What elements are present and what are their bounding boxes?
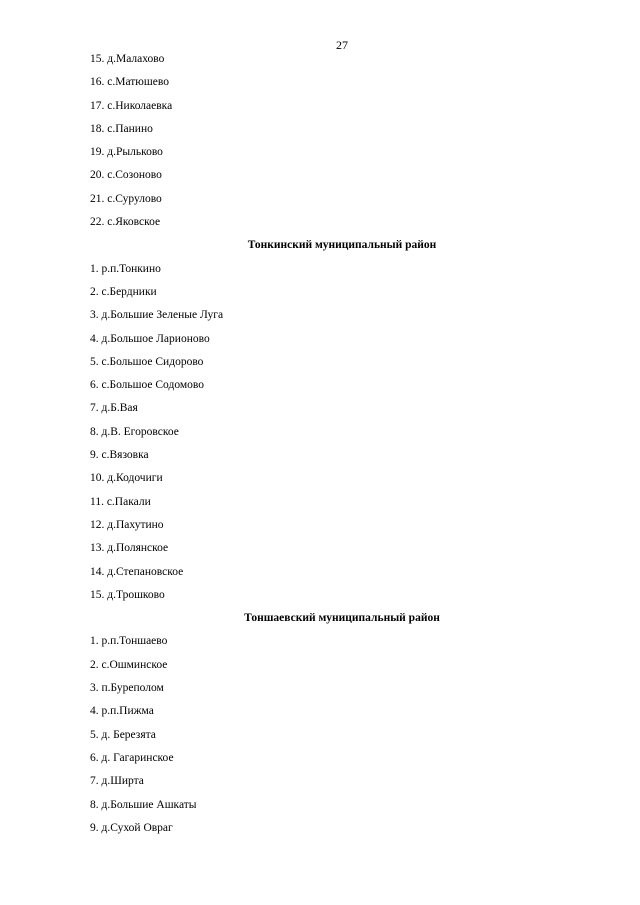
list-item: 10. д.Кодочиги — [90, 472, 163, 485]
list-item: 20. с.Созоново — [90, 169, 162, 182]
list-item: 6. д. Гагаринское — [90, 751, 174, 764]
list-item: 8. д.Большие Ашкаты — [90, 798, 197, 811]
list-item: 4. д.Большое Ларионово — [90, 332, 210, 345]
list-item: 5. д. Березята — [90, 728, 156, 741]
list-item: 9. с.Вязовка — [90, 449, 149, 462]
list-item: 21. с.Сурулово — [90, 192, 162, 205]
list-item: 22. с.Яковское — [90, 216, 161, 229]
district-heading: Тонкинский муниципальный район — [247, 239, 437, 252]
list-item: 11. с.Пакали — [90, 495, 151, 508]
list-item: 16. с.Матюшево — [90, 76, 169, 89]
list-item: 2. с.Ошминское — [90, 658, 168, 671]
settlement-list — [90, 52, 590, 844]
list-item: 14. д.Степановское — [90, 565, 184, 578]
list-item: 12. д.Пахутино — [90, 518, 164, 531]
list-item: 19. д.Рыльково — [90, 146, 163, 159]
list-item: 3. п.Буреполом — [90, 682, 164, 695]
list-item: 8. д.В. Егоровское — [90, 425, 179, 438]
list-item: 2. с.Бердники — [90, 285, 157, 298]
list-item: 9. д.Сухой Овраг — [90, 821, 173, 834]
list-item: 1. р.п.Тоншаево — [90, 635, 168, 648]
list-item: 1. р.п.Тонкино — [90, 262, 161, 275]
list-item: 7. д.Б.Вая — [90, 402, 138, 415]
list-item: 18. с.Панино — [90, 122, 153, 135]
list-item: 7. д.Ширта — [90, 775, 144, 788]
page-number: 27 — [336, 38, 348, 52]
list-item: 4. р.п.Пижма — [90, 705, 154, 718]
list-item: 15. д.Трошково — [90, 588, 165, 601]
list-item: 15. д.Малахово — [90, 53, 165, 65]
district-heading: Тоншаевский муниципальный район — [244, 612, 440, 625]
list-item: 6. с.Большое Содомово — [90, 379, 204, 392]
list-item: 17. с.Николаевка — [90, 99, 173, 112]
list-item: 13. д.Полянское — [90, 542, 169, 555]
list-item: 3. д.Большие Зеленые Луга — [90, 309, 224, 322]
list-item: 5. с.Большое Сидорово — [90, 355, 204, 368]
